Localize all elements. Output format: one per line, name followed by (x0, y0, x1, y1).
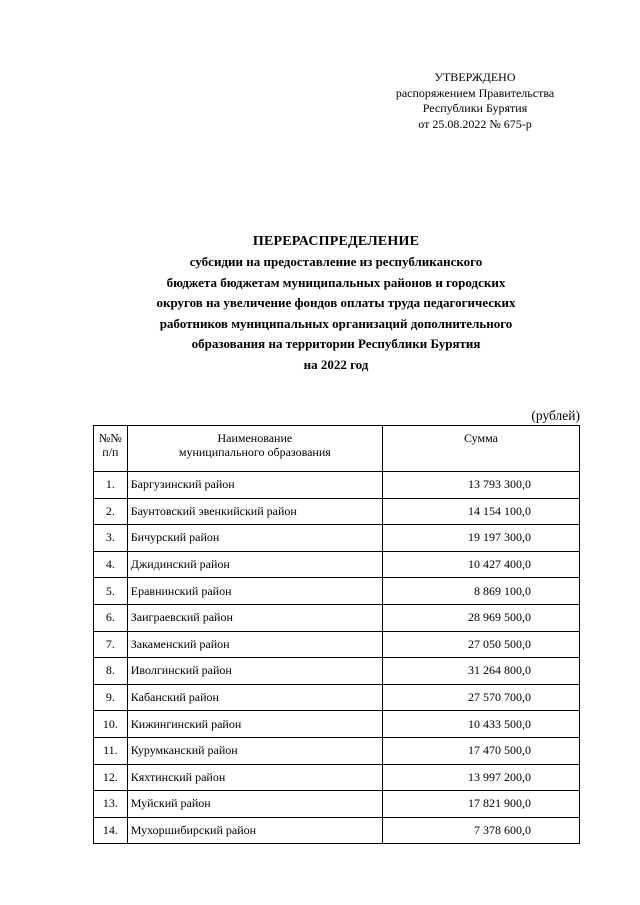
table-row (94, 631, 580, 658)
row-municipality-name: Иволгинский район (127, 658, 382, 685)
row-sum: 10 433 500,0 (382, 711, 579, 738)
row-municipality-name: Джидинский район (127, 551, 382, 578)
row-number: 2. (94, 498, 128, 525)
table-body (94, 472, 580, 844)
row-number: 1. (94, 472, 128, 499)
header-number-line1: №№ (98, 431, 122, 445)
title-line: бюджета бюджетам муниципальных районов и городских (166, 274, 506, 290)
approval-title: УТВЕРЖДЕНО (434, 70, 516, 84)
approval-republic-line: Республики Бурятия (422, 101, 528, 115)
row-number: 13. (94, 791, 128, 818)
row-sum: 10 427 400,0 (382, 551, 579, 578)
row-number: 5. (94, 578, 128, 605)
table-row (94, 525, 580, 552)
row-number: 11. (94, 737, 128, 764)
header-name-line1: Наименование (217, 431, 293, 445)
row-sum: 14 154 100,0 (382, 498, 579, 525)
subsidy-table (93, 425, 580, 844)
row-sum: 13 997 200,0 (382, 764, 579, 791)
row-number: 10. (94, 711, 128, 738)
row-sum: 27 050 500,0 (382, 631, 579, 658)
row-municipality-name: Закаменский район (127, 631, 382, 658)
row-municipality-name: Муйский район (127, 791, 382, 818)
table-header-row (94, 426, 580, 472)
row-number: 4. (94, 551, 128, 578)
row-municipality-name: Еравнинский район (127, 578, 382, 605)
header-number (94, 426, 128, 472)
document-heading: ПЕРЕРАСПРЕДЕЛЕНИЕ (252, 234, 420, 249)
table-row (94, 791, 580, 818)
row-number: 6. (94, 604, 128, 631)
approval-stamp (370, 70, 580, 132)
table-row (94, 737, 580, 764)
header-name (127, 426, 382, 472)
row-sum: 7 378 600,0 (382, 817, 579, 844)
table-row (94, 764, 580, 791)
header-name-line2: муниципального образования (178, 445, 331, 459)
table-row (94, 604, 580, 631)
row-sum: 17 470 500,0 (382, 737, 579, 764)
header-sum: Сумма (382, 426, 579, 472)
row-sum: 8 869 100,0 (382, 578, 579, 605)
row-municipality-name: Бичурский район (127, 525, 382, 552)
title-line: субсидии на предоставление из республиканского (189, 254, 483, 269)
row-municipality-name: Заиграевский район (127, 604, 382, 631)
row-municipality-name: Баунтовский эвенкийский район (127, 498, 382, 525)
row-sum: 27 570 700,0 (382, 684, 579, 711)
row-sum: 17 821 900,0 (382, 791, 579, 818)
approval-date-line: от 25.08.2022 № 675-р (418, 116, 532, 131)
table-row (94, 472, 580, 499)
table-row (94, 498, 580, 525)
row-municipality-name: Курумканский район (127, 737, 382, 764)
row-sum: 31 264 800,0 (382, 658, 579, 685)
row-number: 9. (94, 684, 128, 711)
approval-order-line: распоряжением Правительства (395, 85, 555, 100)
document-title (95, 232, 577, 375)
row-municipality-name: Баргузинский район (127, 472, 382, 499)
table-row (94, 711, 580, 738)
row-sum: 13 793 300,0 (382, 472, 579, 499)
title-line: работников муниципальных организаций дополнительного (159, 315, 513, 331)
row-number: 14. (94, 817, 128, 844)
table-row (94, 578, 580, 605)
table-row (94, 658, 580, 685)
units-label: (рублей) (531, 408, 580, 423)
row-municipality-name: Мухоршибирский район (127, 817, 382, 844)
table-row (94, 684, 580, 711)
row-number: 7. (94, 631, 128, 658)
title-line: округов на увеличение фондов оплаты труда педагогических (156, 295, 516, 310)
row-sum: 19 197 300,0 (382, 525, 579, 552)
row-number: 12. (94, 764, 128, 791)
header-number-line2: п/п (102, 445, 119, 459)
title-line: на 2022 год (303, 356, 369, 372)
row-number: 8. (94, 658, 128, 685)
table-row (94, 817, 580, 844)
row-municipality-name: Кяхтинский район (127, 764, 382, 791)
row-municipality-name: Кижингинский район (127, 711, 382, 738)
row-number: 3. (94, 525, 128, 552)
row-municipality-name: Кабанский район (127, 684, 382, 711)
title-line: образования на территории Республики Бурятия (191, 336, 481, 351)
table-row (94, 551, 580, 578)
row-sum: 28 969 500,0 (382, 604, 579, 631)
